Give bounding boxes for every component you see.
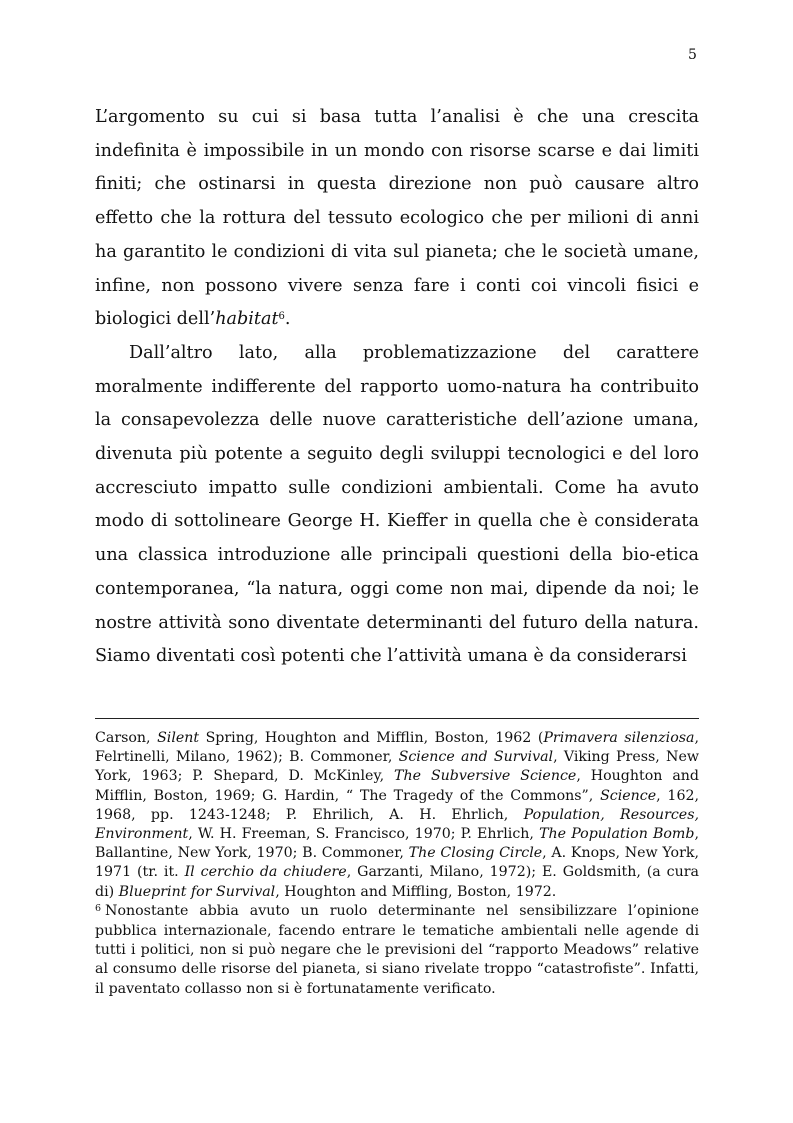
fn-text: , Garzanti, Milano, 1972); E. Goldsmith, (a cura di) [95, 864, 699, 900]
fn-title: Blueprint for Survival [118, 883, 276, 900]
body-text [95, 101, 699, 674]
fn-text: , A. Knops, New York, 1971 (tr. it. [95, 845, 699, 881]
footnote-continuation [95, 729, 699, 902]
footnote-ref-6[interactable]: 6 [278, 311, 285, 323]
paragraph-2: Dall’altro lato, alla problematizzazione del carattere moralmente indifferente del rapporto uomo-natura ha contribuito la consapevolezza delle nuove caratteristiche dell’azione umana, divenuta più potente a seguito degli sviluppi tecnologici e del loro accresciuto impatto sulle condizioni ambientali. Come ha avuto modo di sottolineare George H. Kieffer in quella che è considerata una classica introduzione alle principali questioni della bio-etica contemporanea, “la natura, oggi come non mai, dipende da noi; le nostre attività sono diventate determinanti del futuro della natura. Siamo diventati così potenti che l’attività umana è da considerarsi [95, 342, 699, 667]
footnote-number: 6 [95, 902, 102, 914]
fn-title: The Subversive Science [394, 768, 577, 785]
footnote-separator [95, 718, 699, 719]
fn-text: , Ballantine, New York, 1970; B. Commoner, [95, 826, 699, 862]
fn-text: , W. H. Freeman, S. Francisco, 1970; P. Ehrlich, [188, 826, 540, 843]
paragraph-1-text: L’argomento su cui si basa tutta l’analisi è che una crescita indefinita è impossibile in un mondo con risorse scarse e dai limiti finiti; che ostinarsi in questa direzione non può causare altro effetto che la rottura del tessuto ecologico che per milioni di anni ha garantito le condizioni di vita sul pianeta; che le società umane, infine, non possono vivere senza fare i conti coi vincoli fisici e biologici dell’ [95, 107, 699, 330]
fn-title: Primavera silenziosa [543, 730, 695, 746]
fn-title: Science and Survival [398, 749, 554, 766]
fn-text: Spring, Houghton and Mifflin, Boston, 1962 ( [199, 730, 544, 746]
fn-text: , Felrtinelli, Milano, 1962); B. Commoner, [95, 730, 699, 766]
fn-text: , Viking Press, New York, 1963; P. Shepard, D. McKinley, [95, 749, 699, 785]
fn-title: Population, Resources, Environment [95, 806, 699, 843]
fn-title: Science [600, 787, 657, 804]
fn-text: Carson, [95, 730, 158, 746]
paragraph-1-end: . [284, 309, 291, 330]
footnote-6 [95, 902, 699, 999]
fn-title: The Closing Circle [408, 845, 543, 862]
fn-title: Silent [157, 730, 200, 746]
fn-title: Il cerchio da chiudere [184, 864, 347, 881]
footnote-6-text: Nonostante abbia avuto un ruolo determinante nel sensibilizzare l’opinione pubblica internazionale, facendo entrare le tematiche ambientali nelle agende di tutti i politici, non si può negare che le previsioni del “rapporto Meadows” relative al consumo delle risorse del pianeta, si siano rivelate troppo “catastrofiste”. Infatti, il paventato collasso non si è fortunatamente verificato. [95, 902, 699, 997]
fn-title: The Population Bomb [539, 826, 695, 843]
fn-text: , Houghton and Miffling, Boston, 1972. [275, 883, 557, 900]
italic-habitat: habitat [215, 309, 279, 330]
fn-text: , Houghton and Mifflin, Boston, 1969; G. Hardin, “ The Tragedy of the Commons”, [95, 768, 699, 804]
fn-text: , 162, 1968, pp. 1243-1248; P. Ehrilich, A. H. Ehrlich, [95, 787, 700, 823]
page-number: 5 [688, 47, 697, 63]
paragraph-1 [95, 101, 699, 337]
footnotes [95, 729, 699, 999]
